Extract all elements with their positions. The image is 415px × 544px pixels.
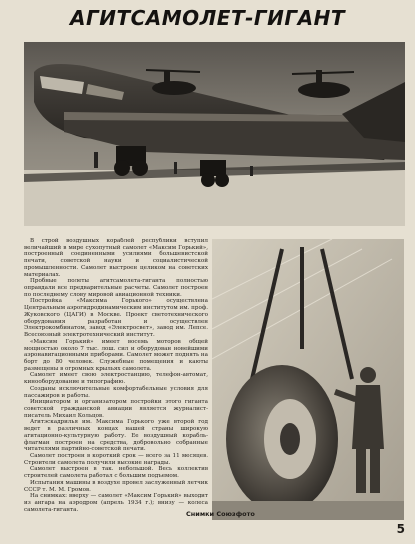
wheel-photo (212, 239, 404, 520)
article-paragraph: Агитэскадрилья им. Максима Горького уже второй год ведет в различных концах нашей страны широкую агитационно-культурную работу. Ее воздушный корабль-флагман построен на средства, добровольно собранные читателями партийно-советской печати. (24, 419, 208, 453)
article-paragraph: Созданы исключительные комфортабельные условия для пассажиров и работы. (24, 385, 208, 399)
aircraft-photo (24, 42, 405, 226)
article-paragraph: Испытания машины в воздухе провел заслуженный летчик СССР т. М. М. Громов. (24, 479, 208, 493)
photo-credit: Снимки Союзфото (186, 510, 255, 518)
wheel-illustration (212, 239, 404, 520)
article-paragraph: «Максим Горький» имеет восемь моторов общей мощностью около 7 тыс. лош. сил и оборудован новейшими аэронавигационными приборами. Самолет может поднять на борт до 80 человек. Служебные помещения и каюты размещены в огромных крыльях самолета. (24, 338, 208, 372)
article-text (24, 238, 208, 528)
article-paragraph: Инициатором и организатором постройки этого гиганта советской гражданской авиации является журналист-писатель Михаил Кольцов. (24, 399, 208, 419)
article-paragraph: Самолет выстроен в так. небольшой. Весь коллектив строителей самолета работал с большим подъемом. (24, 466, 208, 480)
page-number: 5 (396, 522, 405, 536)
headline: АГИТСАМОЛЕТ-ГИГАНТ (70, 6, 345, 30)
aircraft-illustration (24, 42, 405, 226)
photo-caption: На снимках: вверху — самолет «Максим Горький» выходит из ангара на аэродром (апрель 1934 г.); внизу — колеса самолета-гиганта. (24, 493, 208, 513)
article-paragraph: В строй воздушных кораблей республики вступил величайший в мире сухопутный самолет «Максим Горький», построенный соединенными усилиями большевистской печати, советской науки и социалистической промышленности. Самолет выстроен целиком на советских материалах. (24, 238, 208, 278)
article-paragraph: Самолет имеет свою электростанцию, телефон-автомат, кинооборудование и типографию. (24, 372, 208, 386)
article-paragraph: Пробные полеты агитсамолета-гиганта полностью оправдали все предварительные расчеты. Самолет построен по последнему слову мировой авиационной техники. (24, 278, 208, 298)
article-paragraph: Постройка «Максима Горького» осуществлена Центральным аэрогидродинамическим институтом им. проф. Жуковского (ЦАГИ) в Москве. Проект светотехнического оборудования разработан и осуществлен Электрокомбинатом, завод «Электросвет», завод им. Лепсе. Всесоюзный электротехнический институт. (24, 298, 208, 339)
article-paragraph: Самолет построен в короткий срок — всего за 11 месяцев. Строители самолета получили высокие награды. (24, 453, 208, 466)
